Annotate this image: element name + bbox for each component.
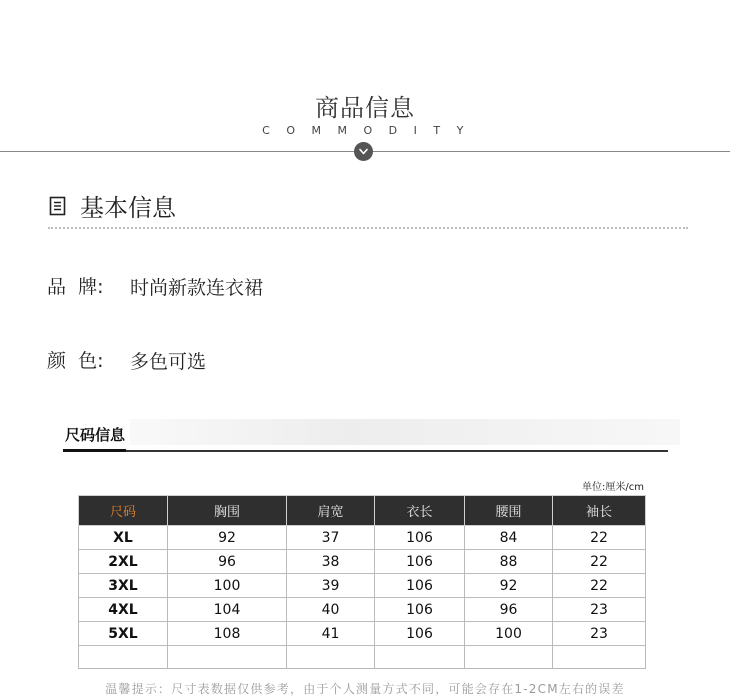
table-cell: 41	[287, 622, 375, 646]
table-row	[79, 526, 646, 550]
basic-info-title: 基本信息	[80, 194, 176, 222]
page-title: 商品信息	[315, 94, 415, 122]
table-cell: 37	[287, 526, 375, 550]
table-cell: 106	[375, 598, 465, 622]
table-cell	[287, 646, 375, 669]
table-cell: 84	[465, 526, 553, 550]
size-heading-accent	[63, 449, 126, 452]
table-cell: 100	[168, 574, 287, 598]
table-row	[79, 574, 646, 598]
page-subtitle: COMMODITY	[262, 124, 480, 137]
brand-label: 品 牌:	[47, 276, 104, 298]
table-cell: 5XL	[79, 622, 168, 646]
unit-label: 单位:厘米/cm	[582, 482, 644, 493]
table-cell	[465, 646, 553, 669]
header-size: 尺码	[79, 496, 168, 526]
header-waist: 腰围	[465, 496, 553, 526]
table-row	[79, 622, 646, 646]
table-cell: 106	[375, 574, 465, 598]
table-row	[79, 598, 646, 622]
table-cell: 88	[465, 550, 553, 574]
header-length: 衣长	[375, 496, 465, 526]
header-shoulder: 肩宽	[287, 496, 375, 526]
footnote: 温馨提示：尺寸表数据仅供参考，由于个人测量方式不同，可能会存在1-2CM左右的误差	[105, 682, 625, 696]
size-info-title: 尺码信息	[65, 426, 126, 444]
table-cell: 96	[465, 598, 553, 622]
table-row	[79, 550, 646, 574]
table-cell: 106	[375, 550, 465, 574]
table-cell: 4XL	[79, 598, 168, 622]
table-cell: 3XL	[79, 574, 168, 598]
table-cell: 38	[287, 550, 375, 574]
size-table	[78, 495, 646, 669]
brand-value: 时尚新款连衣裙	[130, 277, 264, 299]
dotted-divider	[48, 227, 688, 229]
table-cell: 39	[287, 574, 375, 598]
chevron-down-icon	[354, 142, 373, 161]
table-row-empty	[79, 646, 646, 669]
header-sleeve: 袖长	[553, 496, 646, 526]
table-cell	[79, 646, 168, 669]
table-cell: 40	[287, 598, 375, 622]
size-heading-underline	[63, 450, 668, 452]
table-cell: 108	[168, 622, 287, 646]
color-value: 多色可选	[130, 351, 207, 373]
table-cell: 22	[553, 550, 646, 574]
table-cell: 23	[553, 598, 646, 622]
table-cell: 106	[375, 622, 465, 646]
table-cell: 22	[553, 574, 646, 598]
table-cell: 104	[168, 598, 287, 622]
table-cell: 22	[553, 526, 646, 550]
table-cell	[168, 646, 287, 669]
table-cell: 92	[465, 574, 553, 598]
table-cell: 96	[168, 550, 287, 574]
table-cell: 23	[553, 622, 646, 646]
table-cell: 92	[168, 526, 287, 550]
table-cell	[375, 646, 465, 669]
table-cell: 100	[465, 622, 553, 646]
size-heading-band	[130, 419, 680, 445]
table-cell: 106	[375, 526, 465, 550]
table-cell: 2XL	[79, 550, 168, 574]
color-label: 颜 色:	[47, 350, 104, 372]
header-chest: 胸围	[168, 496, 287, 526]
size-table-header	[79, 496, 646, 526]
table-cell	[553, 646, 646, 669]
table-cell: XL	[79, 526, 168, 550]
document-list-icon	[49, 196, 67, 216]
